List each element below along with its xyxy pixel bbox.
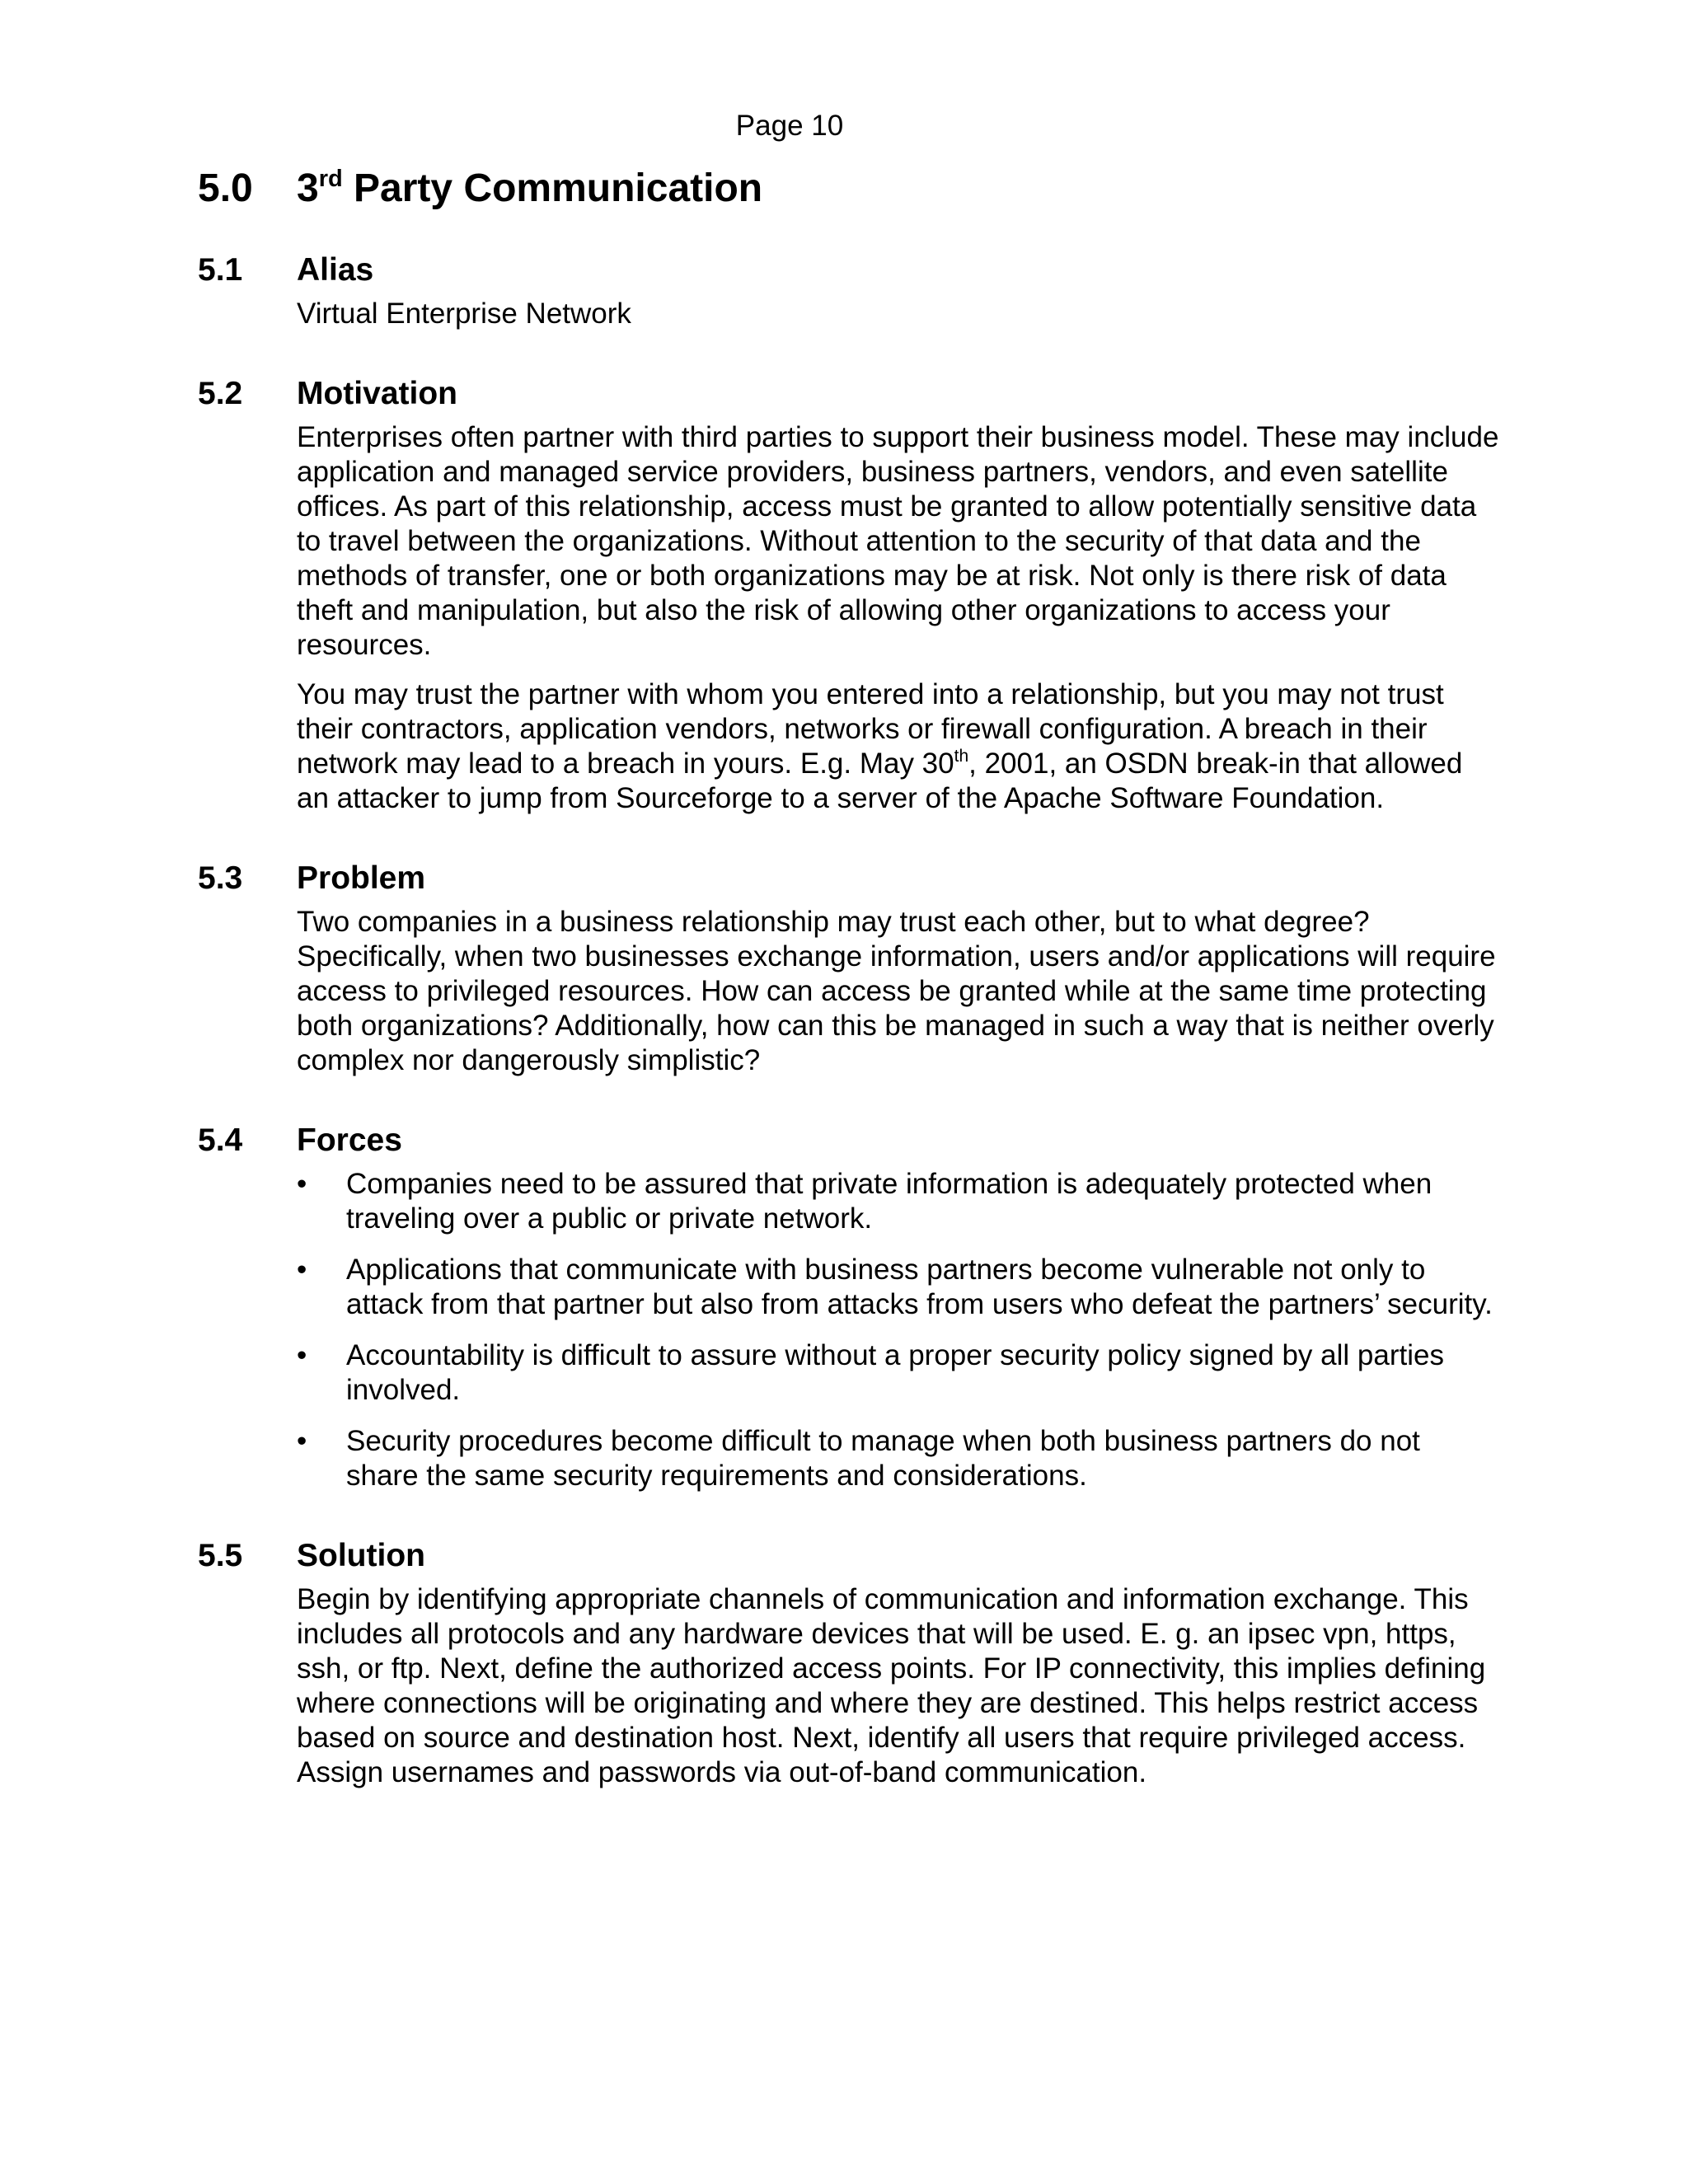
page-number: Page 10 [735, 110, 844, 142]
section-number: 5.1 [198, 252, 243, 288]
list-item-text: Security procedures become difficult to manage when both business partners do not share the same security requirements and considerations. [346, 1425, 1420, 1492]
forces-list [297, 1167, 1500, 1493]
paragraph: Enterprises often partner with third parties to support their business model. These may include application and managed service providers, business partners, vendors, and even satellite offices. As part of this relationship, access must be granted to allow potentially sensitive data to travel between the organizations. Without attention to the security of that data and the methods of transfer, one or both organizations may be at risk. Not only is there risk of data theft and manipulation, but also the risk of allowing other organizations to access your resources. [297, 421, 1499, 661]
bullet-icon: • [297, 1168, 307, 1200]
section-heading [198, 1121, 1500, 1160]
paragraph: Begin by identifying appropriate channels of communication and information exchange. This includes all protocols and any hardware devices that will be used. E. g. an ipsec vpn, https, ssh, or ftp. Next, define the authorized access points. For IP connectivity, this implies defining where connections will be originating and where they are destined. This helps restrict access based on source and destination host. Next, identify all users that require privileged access. Assign usernames and passwords via out-of-band communication. [297, 1583, 1486, 1788]
section-motivation [198, 374, 1500, 816]
list-item [297, 1167, 1500, 1236]
section-alias [198, 251, 1500, 331]
section-title: Forces [297, 1122, 402, 1158]
list-item [297, 1253, 1500, 1322]
section-title: Motivation [297, 376, 457, 411]
section-heading [198, 374, 1500, 414]
section-forces [198, 1121, 1500, 1493]
list-item-text: Applications that communicate with business partners become vulnerable not only to attack from that partner but also from attacks from users who defeat the partners’ security. [346, 1254, 1493, 1320]
chapter-number: 5.0 [198, 166, 253, 210]
list-item-text: Accountability is difficult to assure without a proper security policy signed by all parties involved. [346, 1339, 1444, 1406]
list-item [297, 1338, 1500, 1408]
list-item [297, 1424, 1500, 1493]
section-title: Alias [297, 252, 374, 288]
section-body [297, 1167, 1500, 1493]
section-body [297, 905, 1500, 1078]
bullet-icon: • [297, 1425, 307, 1457]
section-heading [198, 859, 1500, 898]
section-number: 5.3 [198, 860, 243, 896]
section-heading [198, 1536, 1500, 1576]
section-body [297, 1582, 1500, 1790]
list-item-text: Companies need to be assured that private information is adequately protected when traveling over a public or private network. [346, 1168, 1432, 1235]
section-problem [198, 859, 1500, 1078]
section-solution [198, 1536, 1500, 1790]
section-number: 5.5 [198, 1538, 243, 1573]
paragraph: You may trust the partner with whom you entered into a relationship, but you may not trust their contractors, application vendors, networks or firewall configuration. A breach in their network may lead to a breach in yours. E.g. May 30th, 2001, an OSDN break-in that allowed an attacker to jump from Sourceforge to a server of the Apache Software Foundation. [297, 678, 1463, 814]
chapter-heading [198, 163, 1500, 214]
bullet-icon: • [297, 1339, 307, 1371]
section-number: 5.4 [198, 1122, 243, 1158]
section-title: Problem [297, 860, 426, 896]
section-number: 5.2 [198, 376, 243, 411]
section-heading [198, 251, 1500, 290]
paragraph: Virtual Enterprise Network [297, 298, 631, 330]
section-title: Solution [297, 1538, 425, 1573]
section-body [297, 420, 1500, 816]
chapter-title: 3rd Party Communication [297, 166, 763, 210]
section-body [297, 297, 1500, 331]
paragraph: Two companies in a business relationship may trust each other, but to what degree? Specifically, when two businesses exchange information, users and/or applications will require access to privileged resources. How can access be granted while at the same time protecting both organizations? Additionally, how can this be managed in such a way that is neither overly complex nor dangerously simplistic? [297, 906, 1496, 1076]
document-content [198, 163, 1500, 1833]
bullet-icon: • [297, 1254, 307, 1286]
